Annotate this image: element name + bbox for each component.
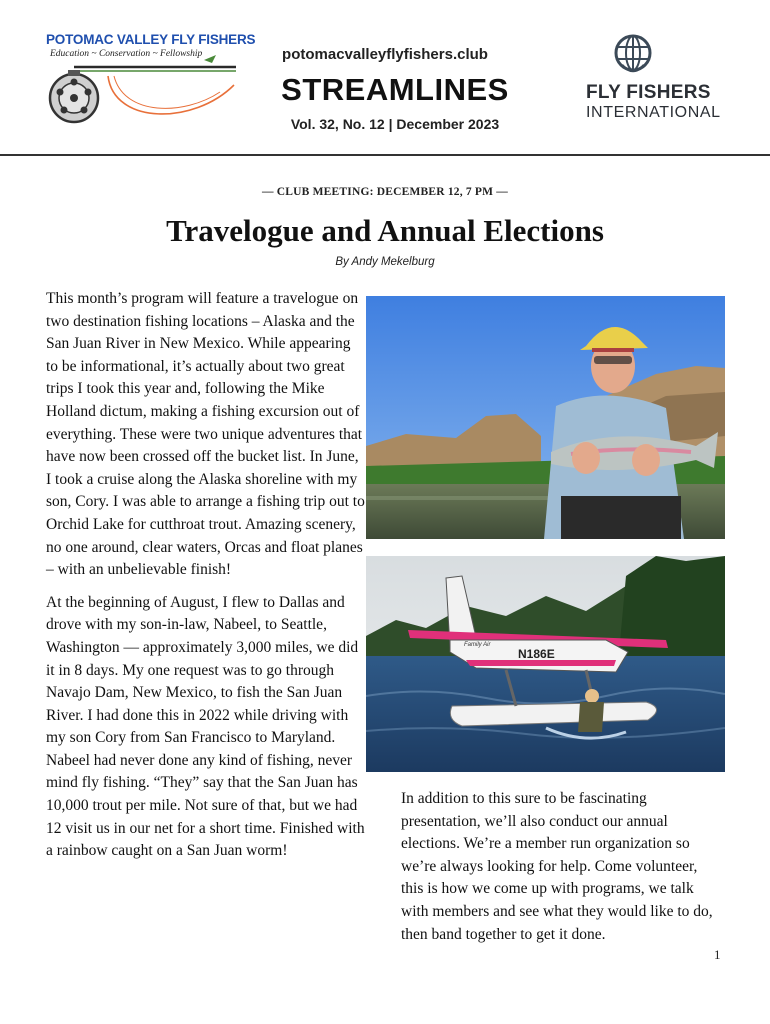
photo-float-plane	[366, 556, 725, 772]
photo-angler-with-trout	[366, 296, 725, 539]
ffi-logo-line2: INTERNATIONAL	[586, 104, 721, 121]
paragraph-2: At the beginning of August, I flew to Dallas and drove with my son-in-law, Nabeel, to Seattle, Washington — approximately 3,000 miles, we did it in 8 days. My one request was to go through Navajo Dam, New Mexico, to fish the San Juan River. I had done this in 2022 while driving with my son Cory from San Francisco to Maryland. Nabeel had never done any kind of fishing, never mind fly fishing. “They” say that the San Juan has 10,000 trout per mile. Not sure of that, but we had 12 visit us in our net for a short time. Finished with a rainbow caught on a San Juan worm!	[46, 593, 365, 860]
issue-info: Vol. 32, No. 12 | December 2023	[290, 116, 500, 132]
article-byline: By Andy Mekelburg	[335, 256, 435, 268]
paragraph-1: This month’s program will feature a travelogue on two destination fishing locations – Alaska and the San Juan River in New Mexico. While appearing to be informational, it’s actually about two great trips I took this year and, following the Mike Holland dictum, making a fishing excursion out of everything. These were two unique adventures that have now been crossed off the bucket list. In June, I took a cruise along the Alaska shoreline with my son, Cory. I was able to arrange a fishing trip out to Orchid Lake for cutthroat trout. Amazing scenery, no one around, clear waters, Orcas and float planes – with an unbelievable finish!	[46, 290, 365, 579]
article-right-column	[401, 788, 723, 946]
newsletter-masthead: STREAMLINES	[281, 72, 509, 107]
article-title: Travelogue and Annual Elections	[166, 213, 604, 248]
ffi-logo-line1: FLY FISHERS	[586, 82, 711, 103]
pvff-tagline: Education ~ Conservation ~ Fellowship	[50, 49, 203, 59]
pvff-club-name: POTOMAC VALLEY FLY FISHERS	[46, 32, 256, 47]
globe-fly-icon	[612, 32, 654, 78]
plane-registration: N186E	[518, 647, 555, 661]
meeting-kicker: — CLUB MEETING: DECEMBER 12, 7 PM —	[262, 186, 508, 198]
site-url[interactable]: potomacvalleyflyfishers.club	[282, 46, 488, 63]
paragraph-3: In addition to this sure to be fascinating presentation, we’ll also conduct our annual elections. We’re a member run organization so we’re always looking for help. Come volunteer, this is how we come up with programs, we talk with members and see what they would like to do, then band together to get it done.	[401, 790, 713, 943]
plane-brand: Family Air	[464, 642, 491, 648]
page-number: 1	[714, 947, 721, 962]
article-left-column	[46, 288, 366, 873]
header-divider	[0, 154, 770, 156]
